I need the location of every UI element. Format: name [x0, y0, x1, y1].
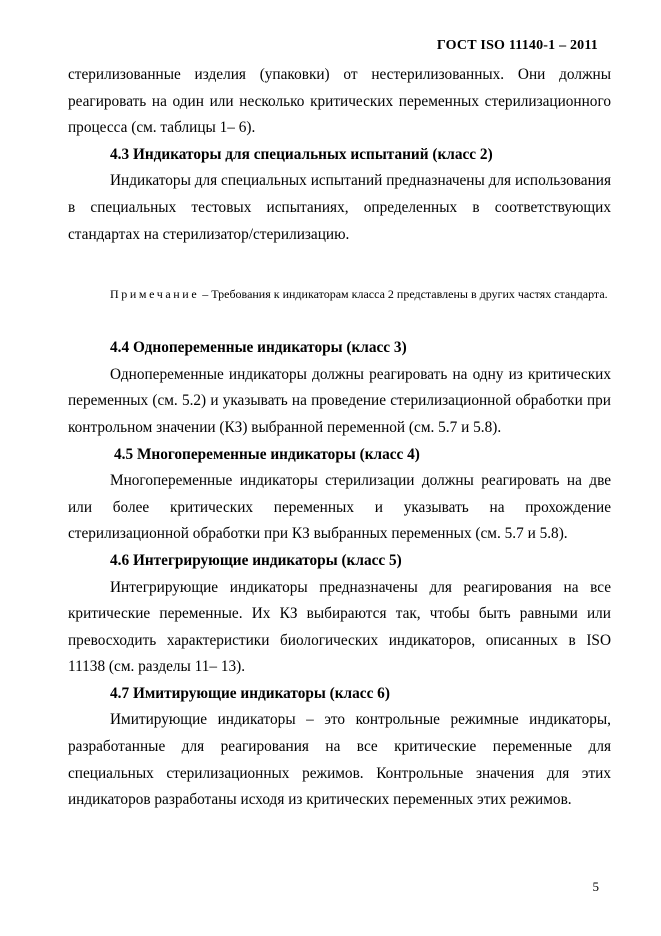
- section-4-4-title: 4.4 Однопеременные индикаторы (класс 3): [110, 339, 407, 357]
- section-4-6-title: 4.6 Интегрирующие индикаторы (класс 5): [110, 551, 402, 569]
- note-paragraph: [68, 282, 611, 307]
- section-4-5-title: 4.5 Многопеременные индикаторы (класс 4): [114, 445, 420, 463]
- section-4-4-text: Однопеременные индикаторы должны реагировать на одну из критических переменных (см. 5.2) и указывать на проведение стерилизационной обработки при контрольном значении (КЗ) выбранной переменной (см. 5.7 и 5.8).: [68, 365, 611, 436]
- document-header: ГОСТ ISO 11140-1 – 2011: [436, 38, 598, 53]
- note-text: – Требования к индикаторам класса 2 представлены в других частях стандарта.: [199, 287, 608, 302]
- section-4-3-title: 4.3 Индикаторы для специальных испытаний (класс 2): [110, 145, 493, 163]
- intro-paragraph: стерилизованные изделия (упаковки) от нестерилизованных. Они должны реагировать на один или несколько критических переменных стерилизационного процесса (см. таблицы 1– 6).: [68, 66, 611, 137]
- page-number: 5: [592, 879, 599, 894]
- section-4-7-text: Имитирующие индикаторы – это контрольные режимные индикаторы, разработанные для реагирования на все критические переменные для специальных стерилизационных режимов. Контрольные значения для этих индикаторов разработаны исходя из критических переменных этих режимов.: [68, 711, 611, 809]
- note-label: Примечание: [110, 287, 200, 302]
- section-4-3-text: Индикаторы для специальных испытаний предназначены для использования в специальных тестовых испытаниях, определенных в соответствующих стандартах на стерилизатор/стерилизацию.: [68, 172, 611, 243]
- section-4-6-text: Интегрирующие индикаторы предназначены для реагирования на все критические переменные. Их КЗ выбираются так, чтобы быть равными или превосходить характеристики биологических индикаторов, описанных в ISO 11138 (см. разделы 11– 13).: [68, 578, 611, 676]
- section-4-7-title: 4.7 Имитирующие индикаторы (класс 6): [110, 684, 390, 702]
- section-4-5-text: Многопеременные индикаторы стерилизации должны реагировать на две или более критических переменных и указывать на прохождение стерилизационной обработки при КЗ выбранных переменных (см. 5.7 и 5.8).: [68, 472, 611, 543]
- document-body: [68, 62, 611, 814]
